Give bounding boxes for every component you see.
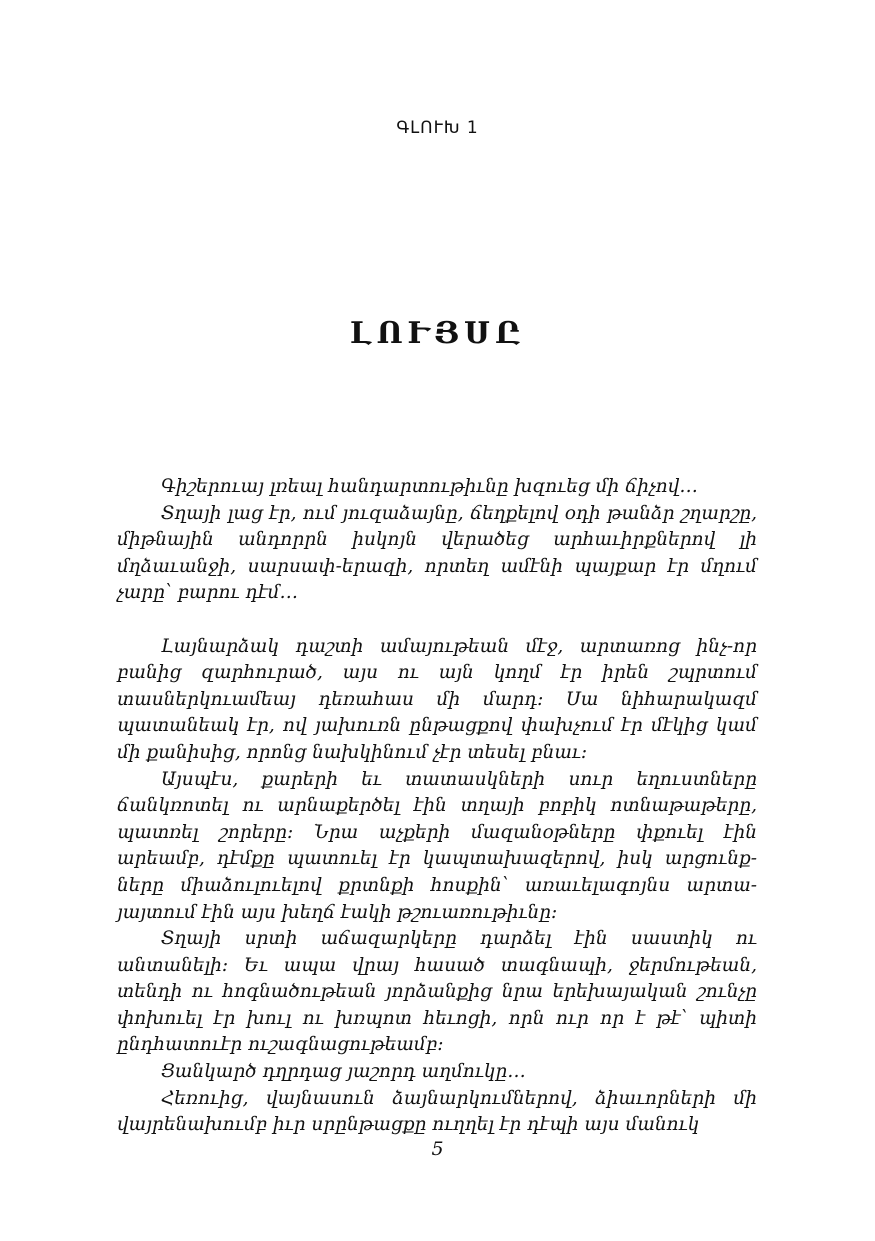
paragraph: Տղայի սրտի աճազարկերը դարձել էին սաստիկ ու անտանելի: Եւ ապա վրայ հասած տագնապի, ջերմութեան, տենդի ու հոգնածութեան յորձանքից նրա երեխայական շունչը փոխուել էր խուլ ու խռպոտ հեւոցի, որն ուր որ է թէ՝ պիտի ընդհատուէր ուշագնացութեամբ: [117,928,757,1056]
page-number: 5 [431,1138,444,1160]
paragraph: Հեռուից, վայնասուն ձայնարկումներով, ձիաւորների մի վայրենախումբ իւր սրընթացքը ուղղել էր դէպի այս մանուկ [117,1087,757,1136]
chapter-label: ԳԼՈՒԽ 1 [396,118,479,138]
paragraph: Գիշերուայ լռեալ հանդարտութիւնը խզուեց մի ճիչով… [161,476,698,497]
paragraph: Ցանկարծ դղրդաց յաշորդ աղմուկը… [161,1061,526,1083]
paragraph: Տղայի լաց էր, ում յուզաձայնը, ճեղքելով օդի թանձր շղարշը, միթնային անդորրն իսկոյն վերածեց արհաւիրքներով լի մղձաւանջի, սարսափ-երազի, որտեղ ամէնի պայքար էր մղում չարը՝ բարու դէմ… [117,502,757,604]
chapter-title: ԼՈՒՅՍԸ [349,316,526,351]
paragraph: Այսպէս, քարերի եւ տատասկների սուր եղուստները ճանկռոտել ու արնաքերծել էին տղայի բոբիկ ոտնաթաթերը, պատռել շորերը: Նրա աչքերի մազանօթները փքուել էին արեամբ, դէմքը պատուել էր կապտախազերով, իսկ արցունք-ները միաձուլուելով քրտնքի հոսքին՝ առաւելագոյնս արտա-յայտում էին այս խեղճ էակի թշուառութիւնը: [117,768,757,923]
body-text [117,474,757,1139]
paragraph: Լայնարձակ դաշտի ամայութեան մէջ, արտառոց ինչ-որ բանից զարհուրած, այս ու այն կողմ էր իրեն շպրտում տասներկուամեայ դեռահաս մի մարդ: Սա նիհարակազմ պատանեակ էր, ով յախուռն ընթացքով փախչում էր մէկից կամ մի քանիսից, որոնց նախկինում չէր տեսել բնաւ: [117,635,757,763]
